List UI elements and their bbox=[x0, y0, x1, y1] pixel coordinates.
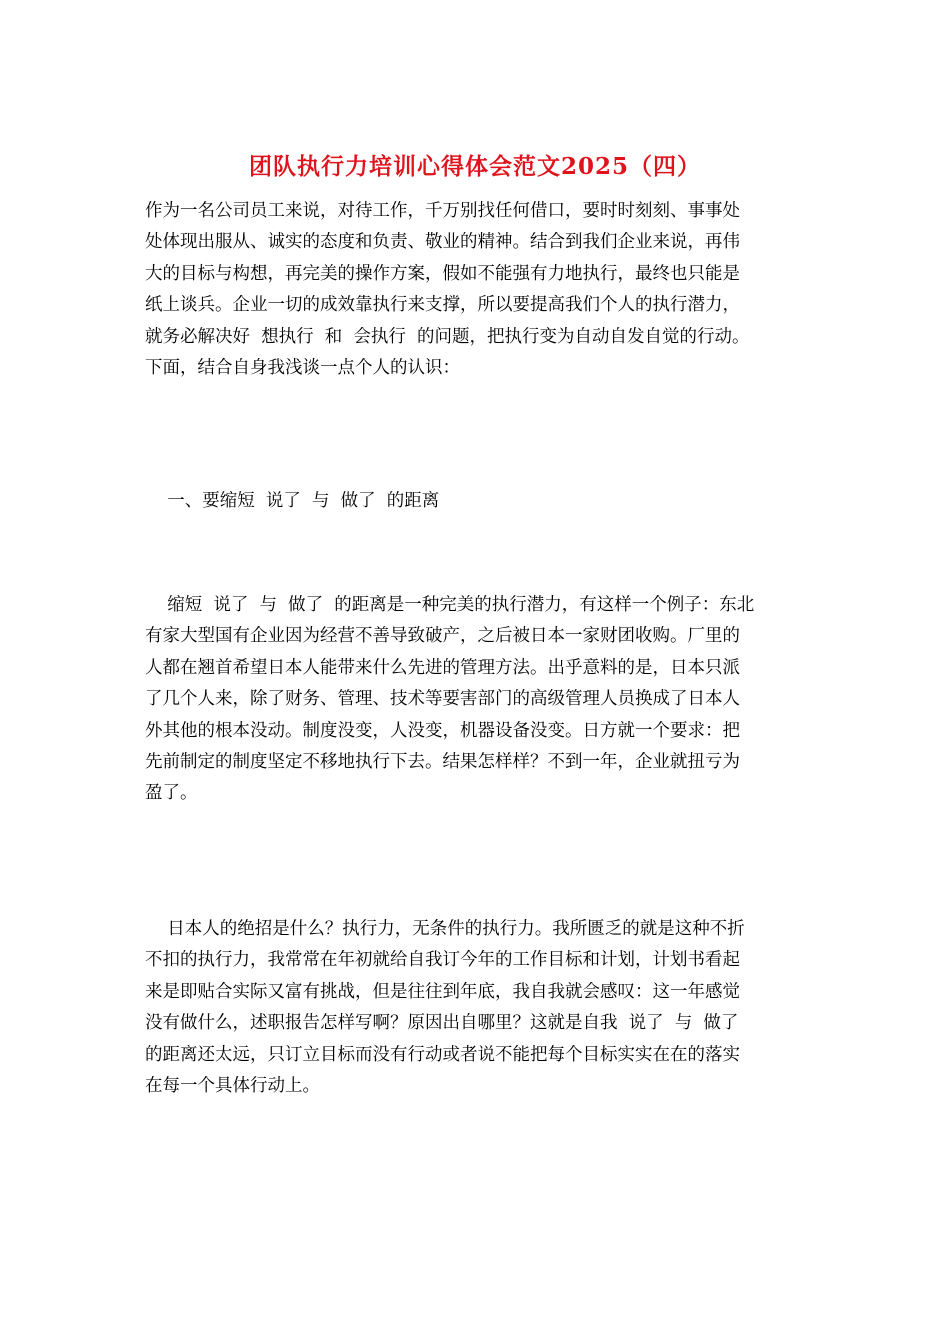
heading-line: 一、要缩短 说了 与 做了 的距离 bbox=[145, 491, 440, 511]
text-line: 来是即贴合实际又富有挑战，但是往往到年底，我自我就会感叹：这一年感觉 bbox=[145, 981, 740, 1002]
text-line: 外其他的根本没动。制度没变，人没变，机器设备没变。日方就一个要求：把 bbox=[145, 720, 740, 741]
text-line: 人都在翘首希望日本人能带来什么先进的管理方法。出乎意料的是，日本只派 bbox=[145, 657, 740, 678]
text-line: 下面，结合自身我浅谈一点个人的认识： bbox=[145, 357, 460, 378]
text-line: 就务必解决好 想执行 和 会执行 的问题，把执行变为自动自发自觉的行动。 bbox=[145, 326, 750, 347]
text-line: 没有做什么，述职报告怎样写啊？原因出自哪里？这就是自我 说了 与 做了 bbox=[145, 1013, 739, 1034]
text-line: 先前制定的制度坚定不移地执行下去。结果怎样样？不到一年，企业就扭亏为 bbox=[145, 751, 740, 772]
paragraph-example bbox=[145, 590, 815, 810]
section-heading bbox=[145, 486, 815, 517]
text-line: 在每一个具体行动上。 bbox=[145, 1075, 320, 1096]
text-line: 不扣的执行力，我常常在年初就给自我订今年的工作目标和计划，计划书看起 bbox=[145, 950, 740, 971]
text-line: 纸上谈兵。企业一切的成效靠执行来支撑，所以要提高我们个人的执行潜力， bbox=[145, 295, 740, 316]
text-line: 了几个人来，除了财务、管理、技术等要害部门的高级管理人员换成了日本人 bbox=[145, 689, 740, 710]
text-line: 盈了。 bbox=[145, 783, 198, 804]
text-line: 日本人的绝招是什么？执行力，无条件的执行力。我所匮乏的就是这种不折 bbox=[145, 919, 745, 939]
text-line: 作为一名公司员工来说，对待工作，千万别找任何借口，要时时刻刻、事事处 bbox=[145, 201, 740, 221]
text-line: 大的目标与构想，再完美的操作方案，假如不能强有力地执行，最终也只能是 bbox=[145, 263, 740, 284]
text-line: 的距离还太远，只订立目标而没有行动或者说不能把每个目标实实在在的落实 bbox=[145, 1044, 740, 1065]
paragraph-reflection bbox=[145, 914, 815, 1102]
paragraph-intro bbox=[145, 196, 815, 384]
text-line: 缩短 说了 与 做了 的距离是一种完美的执行潜力，有这样一个例子：东北 bbox=[145, 595, 755, 615]
text-line: 有家大型国有企业因为经营不善导致破产，之后被日本一家财团收购。厂里的 bbox=[145, 626, 740, 647]
text-line: 处体现出服从、诚实的态度和负责、敬业的精神。结合到我们企业来说，再伟 bbox=[145, 232, 740, 253]
document-title: 团队执行力培训心得体会范文2025（四） bbox=[248, 153, 701, 180]
